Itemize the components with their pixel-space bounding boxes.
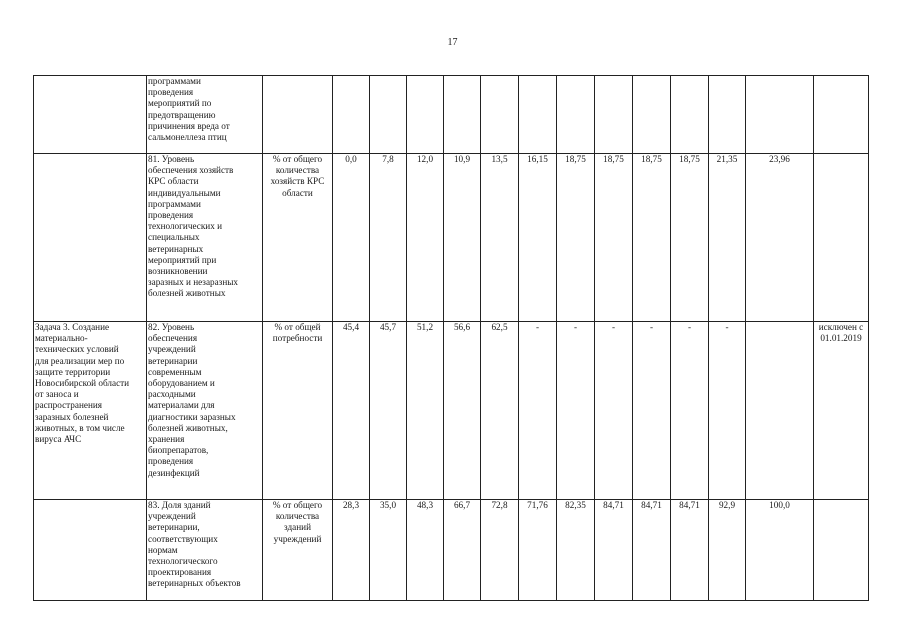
value-cell bbox=[333, 500, 370, 601]
value-cell bbox=[709, 500, 746, 601]
indicator-cell bbox=[147, 76, 263, 154]
value-cell bbox=[709, 154, 746, 322]
value-cell bbox=[481, 322, 519, 500]
value-cell bbox=[557, 322, 595, 500]
value-cell bbox=[633, 322, 671, 500]
indicator-cell-text: 81. Уровень обеспечения хозяйств КРС области индивидуальными программами проведения технологических и специальных ветеринарных мероприятий при возникновении заразных и незаразных болезней животных bbox=[148, 154, 238, 299]
value-cell bbox=[519, 76, 557, 154]
value-cell-text: 84,71 bbox=[603, 500, 624, 510]
value-cell bbox=[407, 76, 444, 154]
note-cell-text: исключен с 01.01.2019 bbox=[818, 322, 864, 344]
value-cell-text: 45,4 bbox=[342, 322, 360, 332]
indicator-cell bbox=[147, 500, 263, 601]
value-cell bbox=[370, 500, 407, 601]
value-cell-text: 100,0 bbox=[769, 500, 790, 510]
value-cell bbox=[709, 76, 746, 154]
value-cell bbox=[370, 322, 407, 500]
value-cell bbox=[444, 154, 481, 322]
value-cell bbox=[709, 322, 746, 500]
value-cell bbox=[746, 76, 814, 154]
task-cell bbox=[34, 154, 147, 322]
note-cell bbox=[814, 154, 869, 322]
value-cell-text: 56,6 bbox=[453, 322, 471, 332]
value-cell bbox=[671, 322, 709, 500]
value-cell bbox=[557, 500, 595, 601]
value-cell-text: 28,3 bbox=[342, 500, 360, 510]
value-cell bbox=[671, 154, 709, 322]
indicator-cell-text: 83. Доля зданий учреждений ветеринарии, соответствующих нормам технологического проектирования ветеринарных объектов bbox=[148, 500, 241, 589]
value-cell-text: 84,71 bbox=[641, 500, 662, 510]
indicator-cell-text: 82. Уровень обеспечения учреждений ветеринарии современным оборудованием и расходными материалами для диагностики заразных болезней животных, хранения биопрепаратов, проведения дезинфекций bbox=[148, 322, 236, 478]
value-cell bbox=[444, 500, 481, 601]
value-cell bbox=[746, 500, 814, 601]
value-cell bbox=[519, 322, 557, 500]
note-cell bbox=[814, 500, 869, 601]
unit-cell bbox=[263, 500, 333, 601]
value-cell-text: 12,0 bbox=[416, 154, 434, 164]
unit-cell-text: % от общего количества хозяйств КРС области bbox=[270, 154, 325, 198]
value-cell bbox=[333, 154, 370, 322]
value-cell bbox=[481, 154, 519, 322]
value-cell bbox=[746, 154, 814, 322]
value-cell-text: 18,75 bbox=[679, 154, 700, 164]
table-row bbox=[34, 500, 869, 601]
unit-cell-text: % от общего количества зданий учреждений bbox=[272, 500, 323, 544]
value-cell bbox=[333, 322, 370, 500]
value-cell-text: 23,96 bbox=[769, 154, 790, 164]
value-cell-text: - bbox=[611, 322, 616, 332]
value-cell bbox=[671, 76, 709, 154]
unit-cell bbox=[263, 322, 333, 500]
value-cell bbox=[557, 76, 595, 154]
unit-cell bbox=[263, 154, 333, 322]
value-cell bbox=[557, 154, 595, 322]
value-cell-text: 45,7 bbox=[379, 322, 397, 332]
value-cell-text: 92,9 bbox=[718, 500, 736, 510]
value-cell-text: 18,75 bbox=[565, 154, 586, 164]
value-cell-text: 71,76 bbox=[527, 500, 548, 510]
value-cell bbox=[407, 500, 444, 601]
value-cell bbox=[370, 154, 407, 322]
value-cell-text: 82,35 bbox=[565, 500, 586, 510]
value-cell bbox=[519, 154, 557, 322]
value-cell bbox=[746, 322, 814, 500]
value-cell bbox=[633, 500, 671, 601]
indicator-cell bbox=[147, 322, 263, 500]
value-cell-text: - bbox=[649, 322, 654, 332]
task-cell bbox=[34, 76, 147, 154]
task-cell bbox=[34, 322, 147, 500]
value-cell bbox=[444, 322, 481, 500]
value-cell bbox=[407, 322, 444, 500]
value-cell bbox=[671, 500, 709, 601]
task-cell-text: Задача 3. Создание материально- технических условий для реализации мер по защите территории Новосибирской области от заноса и распространения заразных болезней животных, в том числе вируса АЧС bbox=[35, 322, 130, 445]
value-cell bbox=[333, 76, 370, 154]
value-cell bbox=[370, 76, 407, 154]
unit-cell bbox=[263, 76, 333, 154]
value-cell-text: 16,15 bbox=[527, 154, 548, 164]
value-cell bbox=[481, 500, 519, 601]
value-cell bbox=[519, 500, 557, 601]
value-cell-text: 21,35 bbox=[716, 154, 738, 164]
value-cell bbox=[595, 154, 633, 322]
value-cell-text: 62,5 bbox=[491, 322, 508, 332]
value-cell-text: 0,0 bbox=[345, 154, 357, 164]
value-cell-text: 72,8 bbox=[491, 500, 508, 510]
value-cell bbox=[444, 76, 481, 154]
table-row bbox=[34, 76, 869, 154]
value-cell-text: 66,7 bbox=[453, 500, 471, 510]
value-cell-text: 13,5 bbox=[491, 154, 508, 164]
table-row bbox=[34, 154, 869, 322]
unit-cell-text: % от общей потребности bbox=[272, 322, 323, 344]
value-cell bbox=[595, 322, 633, 500]
value-cell-text: 48,3 bbox=[416, 500, 434, 510]
value-cell-text: 10,9 bbox=[453, 154, 471, 164]
value-cell-text: 35,0 bbox=[379, 500, 397, 510]
indicators-table bbox=[33, 75, 869, 601]
value-cell bbox=[407, 154, 444, 322]
value-cell-text: 18,75 bbox=[603, 154, 624, 164]
value-cell bbox=[633, 154, 671, 322]
value-cell-text: 7,8 bbox=[382, 154, 394, 164]
note-cell bbox=[814, 322, 869, 500]
table-row bbox=[34, 322, 869, 500]
value-cell-text: - bbox=[725, 322, 729, 332]
value-cell-text: 18,75 bbox=[641, 154, 662, 164]
note-cell bbox=[814, 76, 869, 154]
indicator-cell bbox=[147, 154, 263, 322]
value-cell bbox=[481, 76, 519, 154]
value-cell bbox=[633, 76, 671, 154]
value-cell-text: - bbox=[573, 322, 578, 332]
value-cell-text: - bbox=[687, 322, 692, 332]
task-cell bbox=[34, 500, 147, 601]
value-cell-text: - bbox=[535, 322, 540, 332]
indicator-cell-text: программами проведения мероприятий по предотвращению причинения вреда от сальмонеллеза птиц bbox=[148, 76, 230, 143]
value-cell-text: 84,71 bbox=[679, 500, 700, 510]
value-cell-text: 51,2 bbox=[416, 322, 434, 332]
page-number: 17 bbox=[447, 37, 458, 48]
value-cell bbox=[595, 500, 633, 601]
value-cell bbox=[595, 76, 633, 154]
